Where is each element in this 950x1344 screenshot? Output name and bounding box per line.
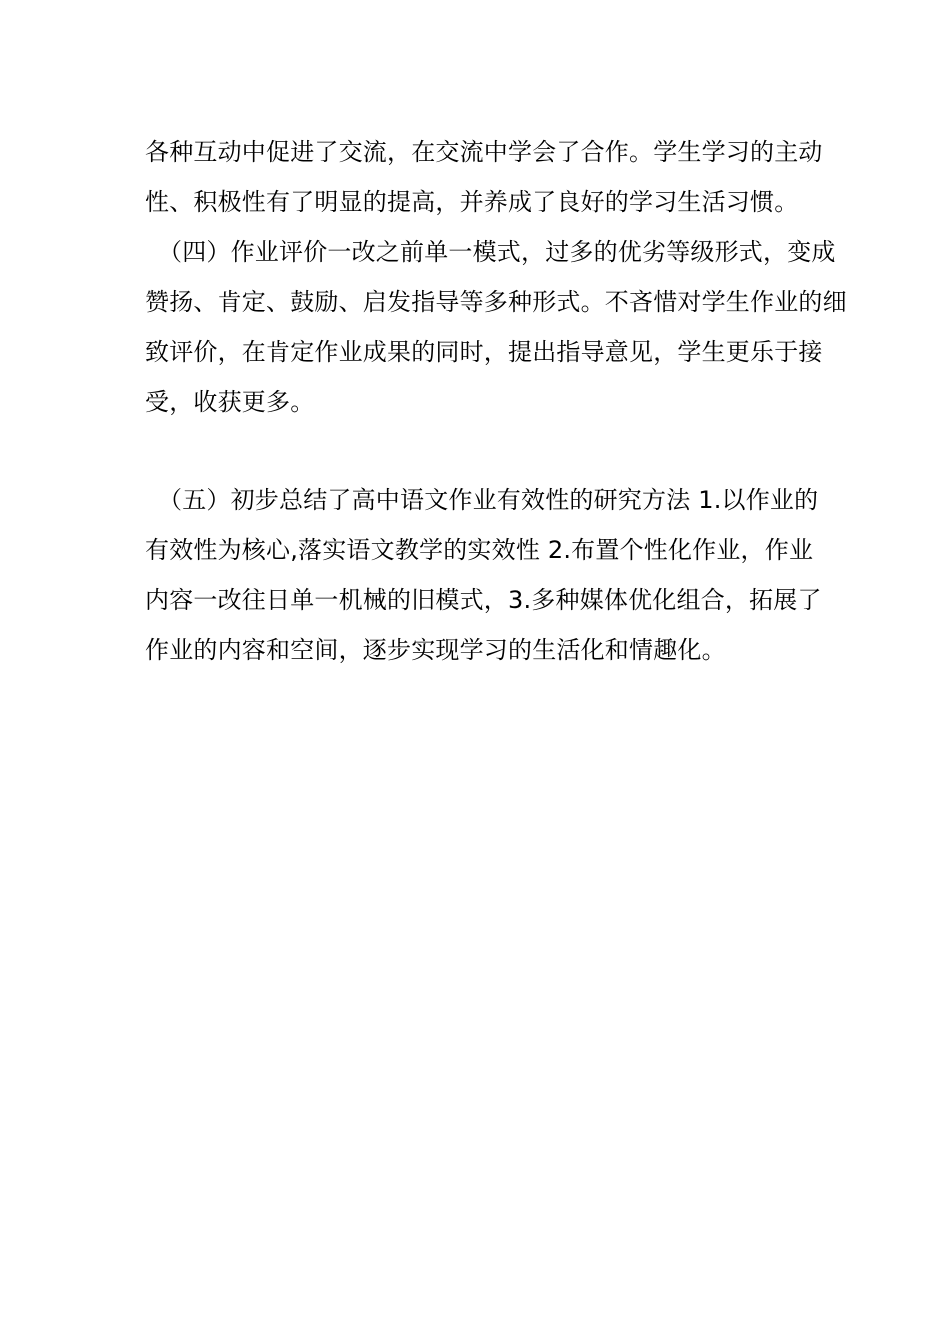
text-line: 内容一改往日单一机械的旧模式，3.多种媒体优化组合，拓展了 [145, 586, 822, 614]
text-line: 性、积极性有了明显的提高，并养成了良好的学习生活习惯。 [145, 188, 799, 216]
text-line: 赞扬、肯定、鼓励、启发指导等多种形式。不吝惜对学生作业的细 [145, 288, 847, 316]
text-line: （四）作业评价一改之前单一模式，过多的优劣等级形式，变成 [158, 238, 836, 266]
text-line: 有效性为核心,落实语文教学的实效性 2.布置个性化作业，作业 [145, 536, 814, 564]
text-line: 致评价，在肯定作业成果的同时，提出指导意见，学生更乐于接 [145, 338, 823, 366]
text-line: 各种互动中促进了交流，在交流中学会了合作。学生学习的主动 [145, 138, 823, 166]
text-line: 受，收获更多。 [145, 388, 315, 416]
text-line: （五）初步总结了高中语文作业有效性的研究方法 1.以作业的 [158, 486, 819, 514]
text-line: 作业的内容和空间，逐步实现学习的生活化和情趣化。 [145, 636, 726, 664]
